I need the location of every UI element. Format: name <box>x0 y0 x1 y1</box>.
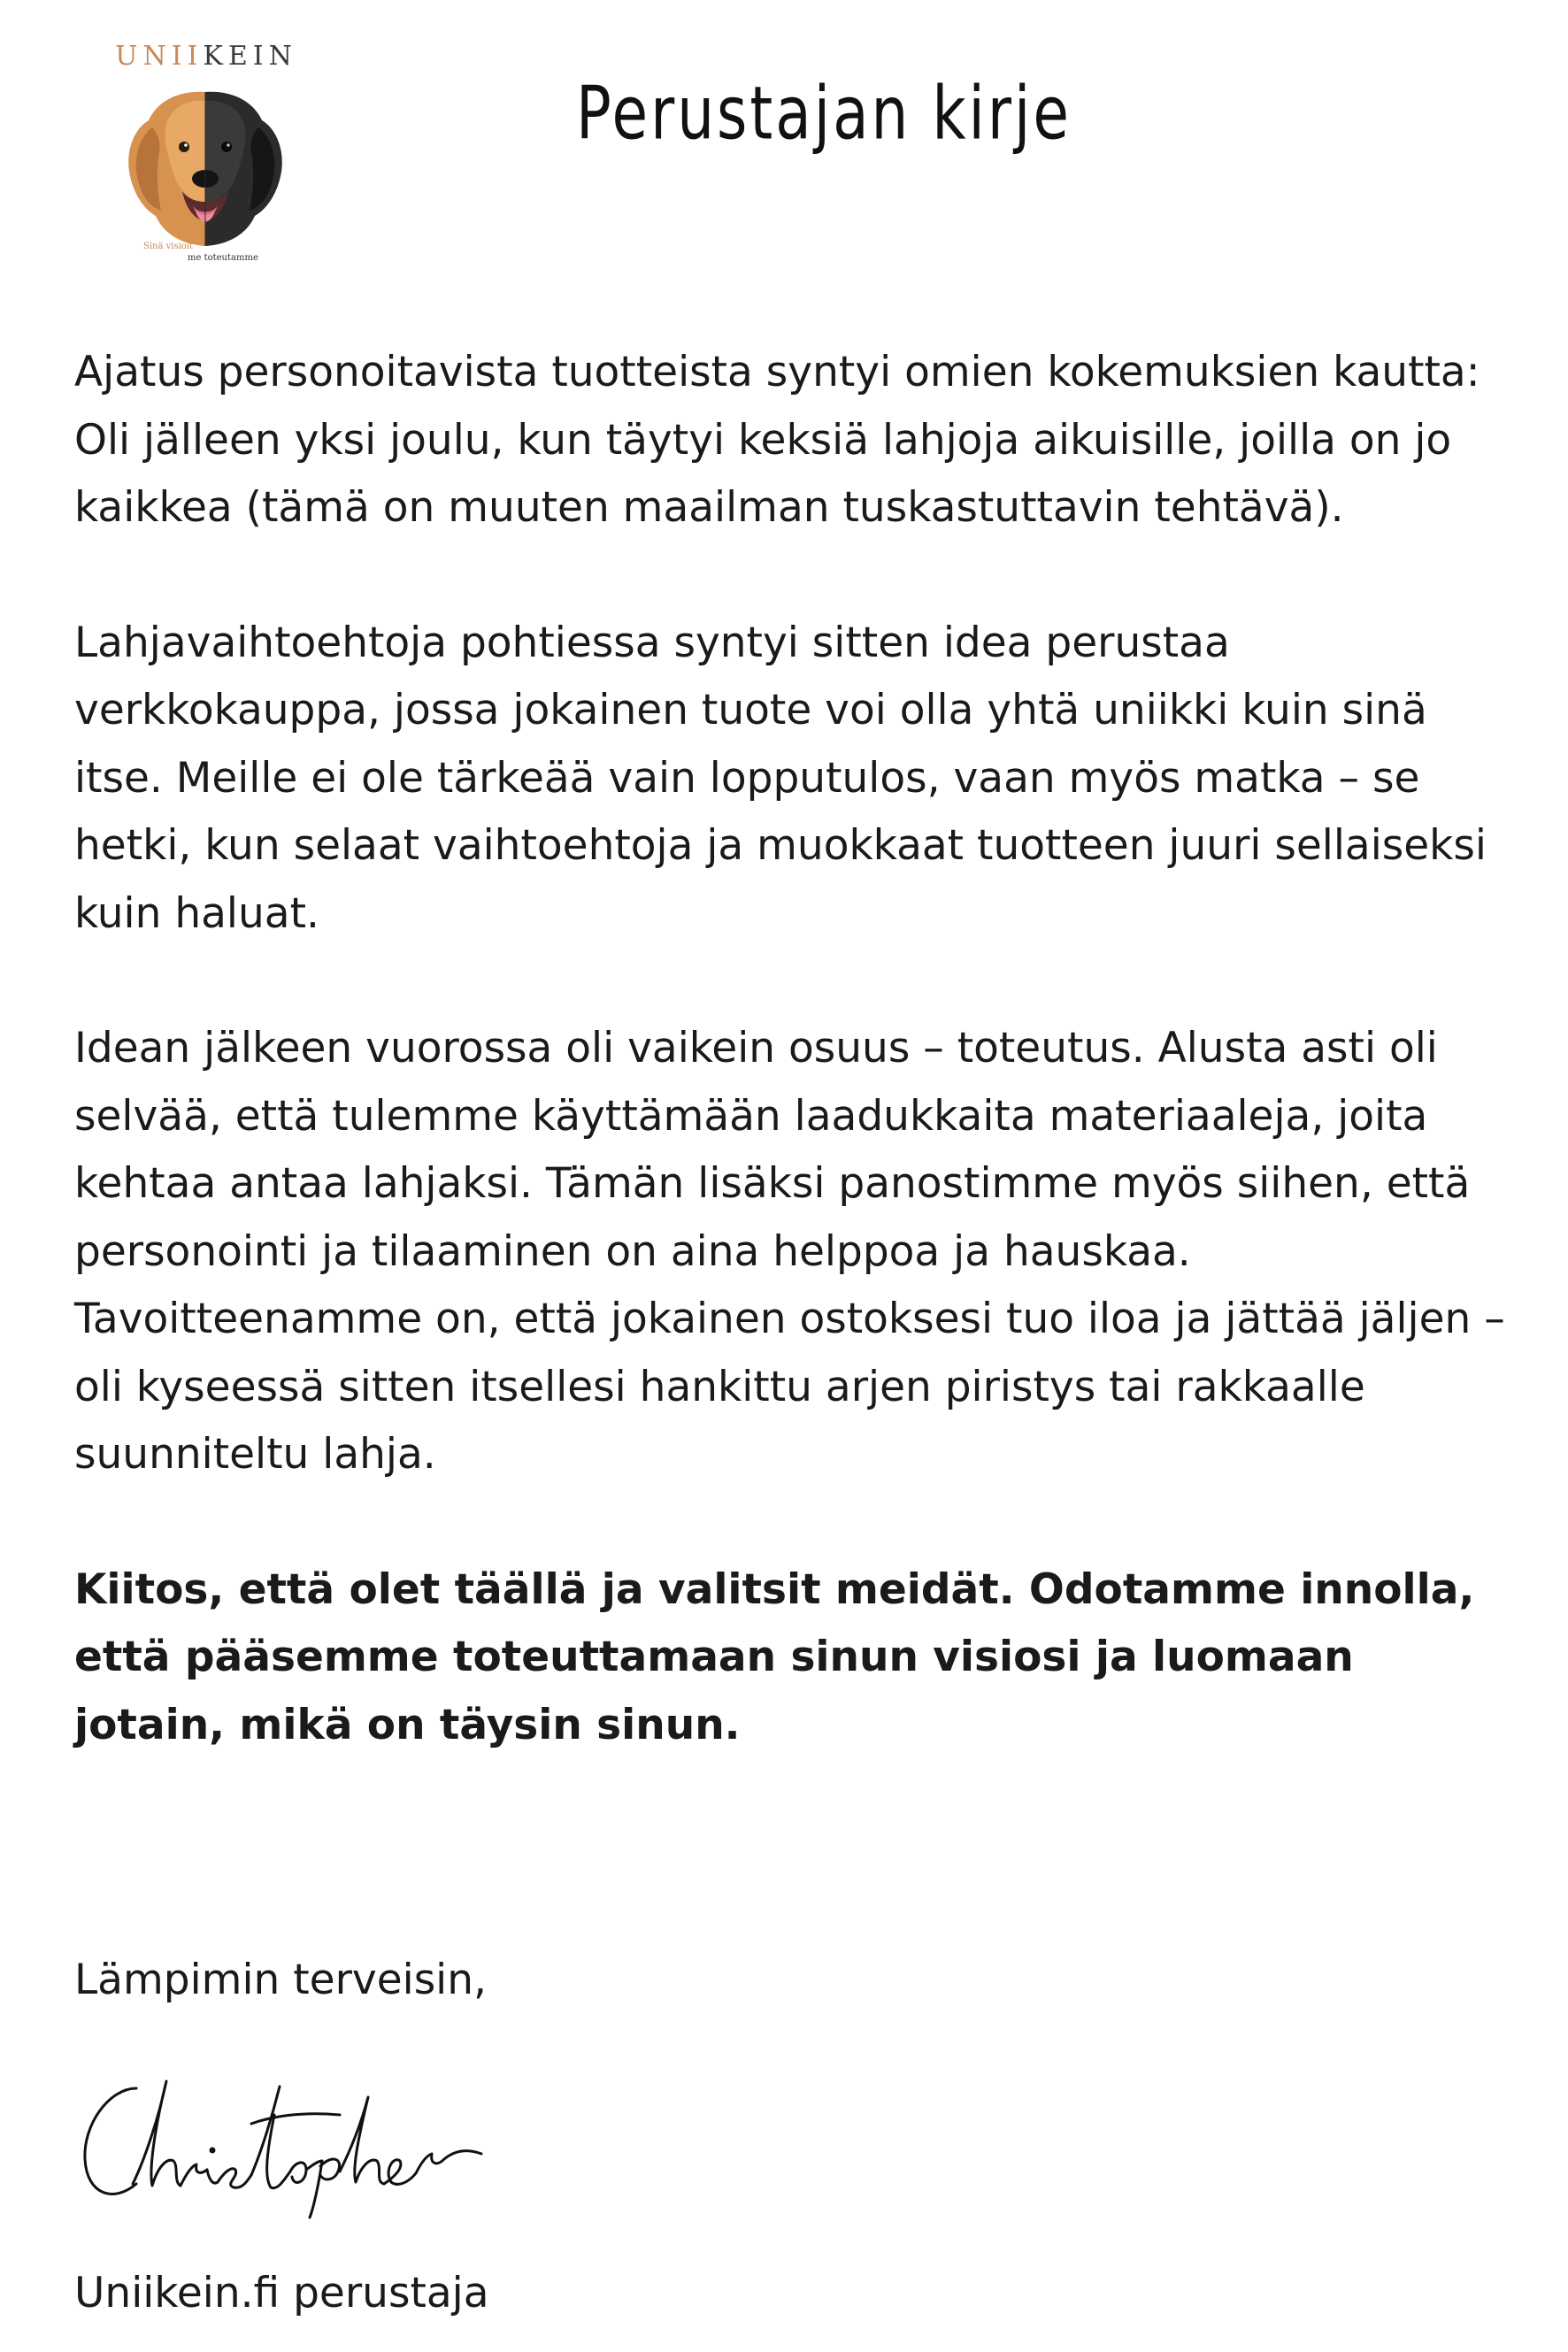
letter-paragraph-2: Lahjavaihtoehtoja pohtiessa syntyi sitten idea perustaa verkkokauppa, jossa jokainen tuote voi olla yhtä uniikki kuin sinä itse. Meille ei ole tärkeää vain lopputulos, vaan myös matka – se hetki, kun selaat vaihtoehtoja ja muokkaat tuotteen juuri sellaiseksi kuin haluat. <box>74 618 1487 938</box>
logo-word-part2: KEIN <box>203 41 297 72</box>
letter-role: Uniikein.fi perustaja <box>74 2269 489 2317</box>
letter-body <box>74 339 1508 1759</box>
signature-christopher <box>74 2062 499 2221</box>
letter-title: Perustajan kirje <box>576 71 1072 157</box>
logo-tagline <box>143 241 303 264</box>
letter-closing: Kiitos, että olet täällä ja valitsit meidät. Odotamme innolla, että pääsemme toteuttamaan sinun visiosi ja luomaan jotain, mikä on täysin sinun. <box>74 1564 1475 1749</box>
logo-wordmark <box>111 41 301 72</box>
letter-paragraph-1: Ajatus personoitavista tuotteista syntyi omien kokemuksien kautta: Oli jälleen yksi joulu, kun täytyi keksiä lahjoja aikuisille, joilla on jo kaikkea (tämä on muuten maailman tuskastuttavin tehtävä). <box>74 348 1480 532</box>
letter-paragraph-3: Idean jälkeen vuorossa oli vaikein osuus – toteutus. Alusta asti oli selvää, että tulemme käyttämään laadukkaita materiaaleja, joita kehtaa antaa lahjaksi. Tämän lisäksi panostimme myös siihen, että personointi ja tilaaminen on aina helppoa ja hauskaa. Tavoitteenamme on, että jokainen ostoksesi tuo iloa ja jättää jäljen – oli kyseessä sitten itsellesi hankittu arjen piristys tai rakkaalle suunniteltu lahja. <box>74 1024 1505 1479</box>
logo-word-part1: UNII <box>115 41 204 72</box>
logo-tagline-1: Sinä visioit <box>143 242 194 251</box>
letter-greeting: Lämpimin terveisin, <box>74 1956 487 2004</box>
logo-tagline-2: me toteutamme <box>188 253 258 263</box>
